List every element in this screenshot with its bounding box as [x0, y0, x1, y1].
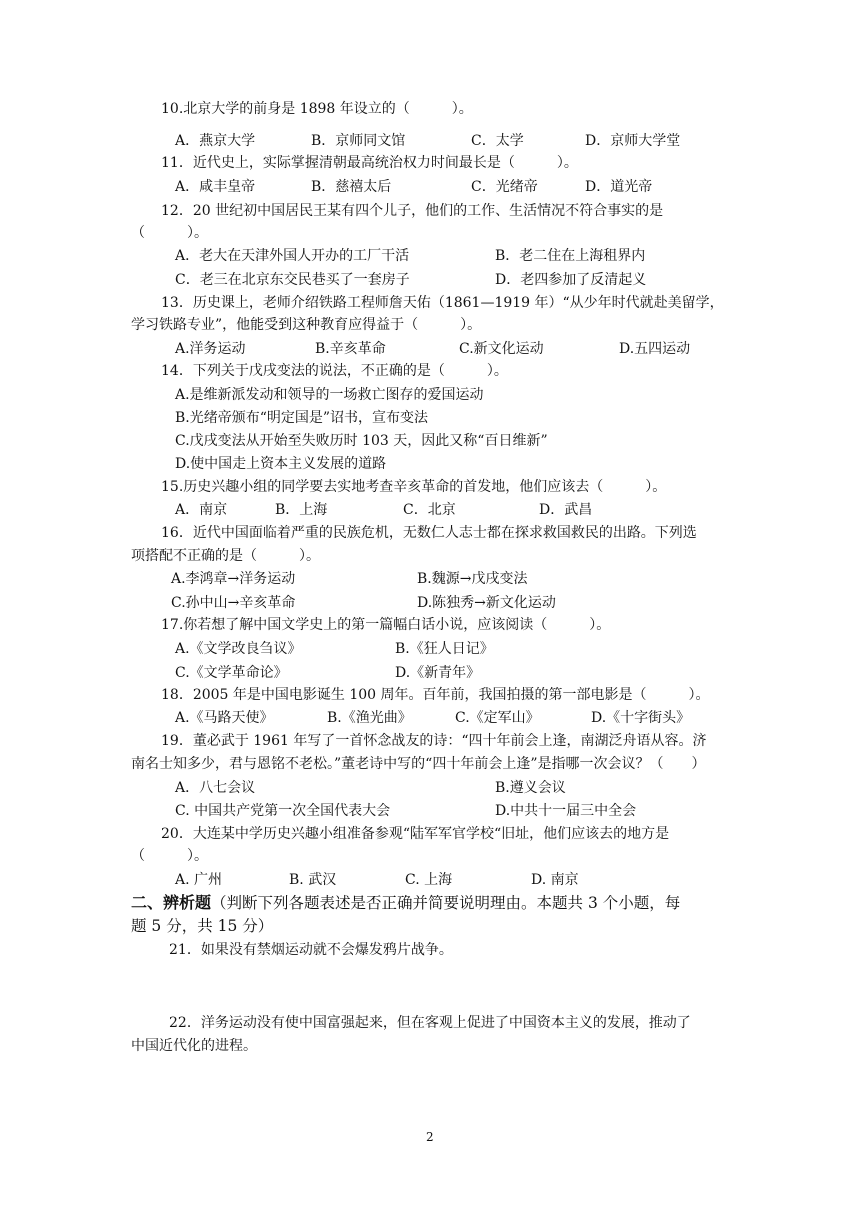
question-13-stem-line1: 13．历史课上，老师介绍铁路工程师詹天佑（1861—1919 年）“从少年时代就赴美留学，	[161, 295, 724, 311]
question-11-option-d: D．道光帝	[585, 179, 653, 195]
question-17-option-d: D.《新青年》	[395, 665, 481, 681]
question-15-stem: 15.历史兴趣小组的同学要去实地考查辛亥革命的首发地，他们应该去（ ）。	[161, 479, 667, 495]
question-13-stem-line2: 学习铁路专业”，他能受到这种教育应得益于（ ）。	[131, 317, 482, 333]
question-14-option-a: A.是维新派发动和领导的一场救亡图存的爱国运动	[175, 387, 484, 403]
question-15-option-c: C．北京	[403, 502, 456, 518]
section-2-description-line2: 题 5 分，共 15 分）	[131, 917, 274, 935]
question-19-option-c: C. 中国共产党第一次全国代表大会	[175, 803, 391, 819]
question-17-option-a: A.《文学改良刍议》	[175, 641, 302, 657]
question-20-option-c: C. 上海	[405, 872, 453, 888]
question-20-stem-line1: 20．大连某中学历史兴趣小组准备参观“陆军军官学校“旧址，他们应该去的地方是	[161, 826, 670, 842]
question-19-option-a: A．八七会议	[175, 780, 256, 796]
question-11-stem: 11．近代史上，实际掌握清朝最高统治权力时间最长是（ ）。	[161, 155, 578, 171]
question-11-option-c: C．光绪帝	[471, 179, 538, 195]
question-10-stem: 10.北京大学的前身是 1898 年设立的（ ）。	[161, 101, 473, 117]
question-17-stem: 17.你若想了解中国文学史上的第一篇幅白话小说，应该阅读（ ）。	[161, 617, 611, 633]
question-17-option-c: C.《文学革命论》	[175, 665, 288, 681]
question-14-option-d: D.使中国走上资本主义发展的道路	[175, 456, 387, 472]
question-19-stem-line2: 南名士知多少，君与恩铭不老松。”董老诗中写的“四十年前会上逢”是指哪一次会议？（ ）	[131, 756, 706, 772]
question-19-option-b: B.遵义会议	[495, 780, 566, 796]
page-number: 2	[426, 1130, 434, 1144]
question-10-option-c: C．太学	[471, 133, 524, 149]
question-15-option-b: B．上海	[275, 502, 328, 518]
question-16-stem-line2: 项搭配不正确的是（ ）。	[131, 548, 320, 564]
question-14-option-b: B.光绪帝颁布“明定国是”诏书，宣布变法	[175, 410, 429, 426]
question-19-option-d: D.中共十一届三中全会	[495, 803, 637, 819]
question-21-stem: 21．如果没有禁烟运动就不会爆发鸦片战争。	[169, 942, 453, 958]
question-16-option-c: C.孙中山→辛亥革命	[171, 595, 296, 611]
question-11-option-b: B．慈禧太后	[311, 179, 392, 195]
section-2-heading	[131, 892, 680, 914]
question-12-stem-line2: （ ）。	[131, 225, 208, 241]
question-13-option-b: B.辛亥革命	[315, 341, 386, 357]
question-18-option-d: D.《十字街头》	[591, 710, 691, 726]
question-11-option-a: A．咸丰皇帝	[175, 179, 256, 195]
question-16-option-d: D.陈独秀→新文化运动	[417, 595, 556, 611]
question-15-option-d: D．武昌	[539, 502, 593, 518]
question-20-option-b: B. 武汉	[289, 872, 337, 888]
question-16-stem-line1: 16．近代中国面临着严重的民族危机，无数仁人志士都在探求救国救民的出路。下列选	[161, 525, 697, 541]
question-22-stem-line2: 中国近代化的进程。	[131, 1038, 257, 1054]
section-2-title: 二、辨析题	[131, 893, 212, 912]
question-13-option-d: D.五四运动	[619, 341, 691, 357]
question-18-option-a: A.《马路天使》	[175, 710, 274, 726]
question-20-stem-line2: （ ）。	[131, 848, 208, 864]
section-2-description: （判断下列各题表述是否正确并简要说明理由。本题共 3 个小题，每	[211, 894, 681, 912]
question-15-option-a: A．南京	[175, 502, 228, 518]
question-16-option-a: A.李鸿章→洋务运动	[171, 571, 296, 587]
question-12-option-c: C．老三在北京东交民巷买了一套房子	[175, 272, 410, 288]
question-13-option-a: A.洋务运动	[175, 341, 246, 357]
question-22-stem-line1: 22．洋务运动没有使中国富强起来，但在客观上促进了中国资本主义的发展，推动了	[169, 1015, 691, 1031]
question-20-option-d: D. 南京	[531, 872, 579, 888]
question-10-option-a: A．燕京大学	[175, 133, 256, 149]
question-12-option-d: D．老四参加了反清起义	[495, 272, 647, 288]
question-14-option-c: C.戊戌变法从开始至失败历时 103 天，因此又称“百日维新”	[175, 433, 548, 449]
question-10-option-d: D．京师大学堂	[585, 133, 681, 149]
question-12-stem-line1: 12．20 世纪初中国居民王某有四个儿子，他们的工作、生活情况不符合事实的是	[161, 203, 664, 219]
question-18-stem: 18．2005 年是中国电影诞生 100 周年。百年前，我国拍摄的第一部电影是（ ）。	[161, 687, 710, 703]
question-18-option-b: B.《渔光曲》	[327, 710, 412, 726]
question-12-option-b: B．老二住在上海租界内	[495, 248, 646, 264]
question-19-stem-line1: 19．董必武于 1961 年写了一首怀念战友的诗：“四十年前会上逢，南湖泛舟语从容。济	[161, 733, 707, 749]
question-17-option-b: B.《狂人日记》	[395, 641, 494, 657]
question-12-option-a: A．老大在天津外国人开办的工厂干活	[175, 248, 410, 264]
question-16-option-b: B.魏源→戊戌变法	[417, 571, 528, 587]
question-18-option-c: C.《定军山》	[455, 710, 540, 726]
question-14-stem: 14．下列关于戊戌变法的说法，不正确的是（ ）。	[161, 363, 508, 379]
question-20-option-a: A. 广州	[175, 872, 223, 888]
question-13-option-c: C.新文化运动	[459, 341, 544, 357]
question-10-option-b: B．京师同文馆	[311, 133, 406, 149]
